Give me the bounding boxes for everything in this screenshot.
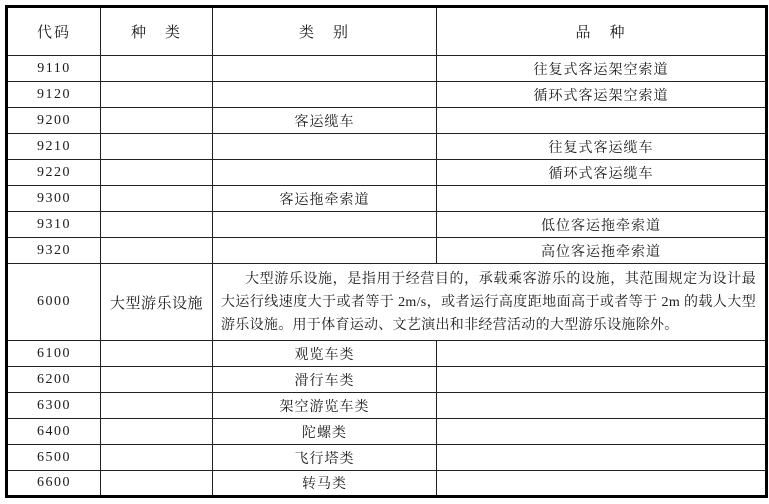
kind-cell [101, 134, 213, 160]
kind-cell [101, 393, 213, 419]
category-cell: 客运拖牵索道 [213, 186, 437, 212]
table-row [7, 186, 767, 212]
column-header-category: 类 别 [213, 7, 437, 56]
table-row-large-amusement [7, 264, 767, 341]
code-cell: 6500 [7, 445, 101, 471]
table-row [7, 160, 767, 186]
table-row [7, 56, 767, 82]
kind-cell [101, 56, 213, 82]
variety-cell [437, 186, 767, 212]
table-row [7, 238, 767, 264]
table-row [7, 419, 767, 445]
variety-cell [437, 419, 767, 445]
kind-cell: 大型游乐设施 [101, 264, 213, 341]
table-row [7, 471, 767, 497]
kind-cell [101, 212, 213, 238]
kind-cell [101, 186, 213, 212]
code-cell: 9110 [7, 56, 101, 82]
variety-cell: 循环式客运缆车 [437, 160, 767, 186]
category-cell: 陀螺类 [213, 419, 437, 445]
table-row [7, 108, 767, 134]
column-header-kind: 种 类 [101, 7, 213, 56]
kind-cell [101, 419, 213, 445]
code-cell: 6600 [7, 471, 101, 497]
code-cell: 9220 [7, 160, 101, 186]
variety-cell: 低位客运拖牵索道 [437, 212, 767, 238]
column-header-variety: 品 种 [437, 7, 767, 56]
table-row [7, 393, 767, 419]
table-row [7, 367, 767, 393]
category-cell [213, 212, 437, 238]
description-cell: 大型游乐设施，是指用于经营目的，承载乘客游乐的设施，其范围规定为设计最大运行线速度大于或者等于 2m/s，或者运行高度距地面高于或者等于 2m 的载人大型游乐设施。用于体育运动、文艺演出和非经营活动的大型游乐设施除外。 [213, 264, 767, 341]
variety-cell: 往复式客运缆车 [437, 134, 767, 160]
table-row [7, 445, 767, 471]
variety-cell: 循环式客运架空索道 [437, 82, 767, 108]
variety-cell [437, 393, 767, 419]
category-cell [213, 134, 437, 160]
kind-cell [101, 82, 213, 108]
code-cell: 6000 [7, 264, 101, 341]
code-cell: 9310 [7, 212, 101, 238]
variety-cell [437, 341, 767, 367]
code-cell: 9200 [7, 108, 101, 134]
category-cell: 客运缆车 [213, 108, 437, 134]
header-row [7, 7, 767, 56]
variety-cell [437, 367, 767, 393]
code-cell: 9300 [7, 186, 101, 212]
kind-cell [101, 445, 213, 471]
column-header-code: 代码 [7, 7, 101, 56]
variety-cell: 高位客运拖牵索道 [437, 238, 767, 264]
table-row [7, 82, 767, 108]
code-cell: 9320 [7, 238, 101, 264]
kind-cell [101, 108, 213, 134]
category-cell [213, 160, 437, 186]
code-cell: 9210 [7, 134, 101, 160]
kind-cell [101, 471, 213, 497]
code-cell: 9120 [7, 82, 101, 108]
category-cell: 滑行车类 [213, 367, 437, 393]
kind-cell [101, 160, 213, 186]
category-cell: 观览车类 [213, 341, 437, 367]
category-cell: 转马类 [213, 471, 437, 497]
code-cell: 6300 [7, 393, 101, 419]
kind-cell [101, 341, 213, 367]
code-cell: 6100 [7, 341, 101, 367]
category-cell [213, 238, 437, 264]
kind-cell [101, 367, 213, 393]
code-cell: 6200 [7, 367, 101, 393]
code-cell: 6400 [7, 419, 101, 445]
category-cell: 飞行塔类 [213, 445, 437, 471]
kind-cell [101, 238, 213, 264]
table-row [7, 212, 767, 238]
equipment-classification-table [5, 5, 768, 498]
table-row [7, 134, 767, 160]
category-cell [213, 82, 437, 108]
variety-cell [437, 445, 767, 471]
variety-cell [437, 108, 767, 134]
variety-cell: 往复式客运架空索道 [437, 56, 767, 82]
table-row [7, 341, 767, 367]
category-cell: 架空游览车类 [213, 393, 437, 419]
category-cell [213, 56, 437, 82]
variety-cell [437, 471, 767, 497]
